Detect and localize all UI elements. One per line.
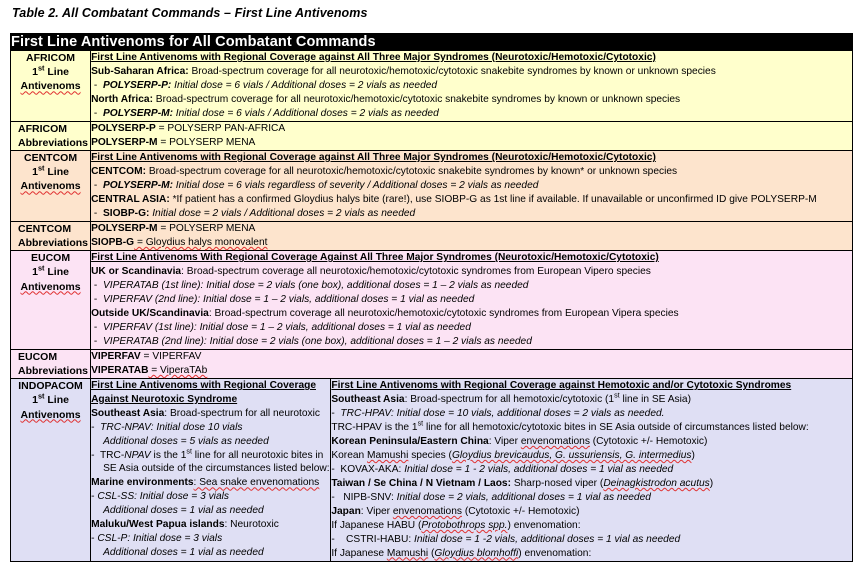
- centcom-drug-1: POLYSERP-M:: [102, 180, 173, 192]
- table-caption: [12, 6, 368, 20]
- africom-abbrev-cell: [91, 121, 853, 150]
- africom-abbrev-def-1: = POLYSERP PAN-AFRICA: [155, 122, 286, 134]
- antivenom-table: [10, 33, 853, 562]
- centcom-abbrev-2: [91, 236, 852, 249]
- eucom-abbrev-term-2: VIPERATAB: [91, 364, 149, 376]
- eucom-abbrev-label-line-1: EUCOM: [18, 350, 58, 363]
- eucom-text-1: : Broad-spectrum coverage all neurotoxic/hemotoxic/cytotoxic syndromes from European Vipero species: [181, 266, 651, 278]
- africom-abbrev-label-line-1: AFRICOM: [18, 122, 67, 135]
- centcom-line-2: - POLYSERP-M: Initial dose = 6 vials regardless of severity / Additional doses = 2 vials as needed: [91, 180, 539, 192]
- centcom-line-1: [91, 165, 852, 178]
- indopacom-neurotoxic-cell: [91, 379, 331, 561]
- indo-left-dose-3: CSL-P: Initial dose = 3 vials: [97, 533, 223, 545]
- eucom-dose-1: Initial dose = 2 vials (one box), additional doses = 1 – 2 vials as needed: [203, 280, 529, 292]
- africom-abbrev-def-2: = POLYSERP MENA: [157, 136, 256, 148]
- centcom-label-line-2: 1st Line: [32, 163, 69, 179]
- table-title: First Line Antivenoms for All Combatant Commands: [11, 34, 853, 51]
- indo-right-dose-1: TRC-HPAV: Initial dose = 10 vials, additional doses = 2 vials as needed.: [340, 408, 665, 420]
- centcom-abbrev-term-1: POLYSERP-M: [91, 222, 158, 234]
- indo-left-text-2: : Sea snake envenomations: [193, 477, 320, 489]
- africom-heading: First Line Antivenoms with Regional Coverage against All Three Major Syndromes (Neurotoxic/Hemotoxic/Cytotoxic): [91, 52, 656, 63]
- centcom-row: [11, 151, 853, 222]
- centcom-abbrev-def-2: = Gloydius halys monovalent: [134, 236, 268, 248]
- eucom-drug-1: VIPERATAB (1st line):: [102, 280, 204, 292]
- africom-drug-2: POLYSERP-M:: [102, 107, 173, 119]
- indo-left-line-10: - CSL-P: Initial dose = 3 vials: [91, 533, 223, 545]
- indo-left-dose-2: CSL-SS: Initial dose = 3 vials: [97, 491, 229, 503]
- centcom-dose-1: Initial dose = 6 vials regardless of severity / Additional doses = 2 vials as needed: [172, 180, 539, 192]
- indo-left-line-8: Additional doses = 1 vial as needed: [103, 505, 264, 517]
- indo-left-line-5: SE Asia outside of the circumstances listed below:: [103, 463, 330, 475]
- indo-right-region-3: Taiwan / Se China / N Vietnam / Laos:: [331, 477, 511, 489]
- eucom-dose-2: Initial dose = 1 – 2 vials, additional doses = 1 vial as needed: [200, 294, 475, 306]
- africom-row: [11, 51, 853, 122]
- indo-right-line-10: If Japanese HABU (Protobothrops spp.) envenomation:: [331, 519, 581, 531]
- indo-left-text-3: : Neurotoxic: [224, 519, 279, 531]
- indo-left-region-1: Southeast Asia: [91, 407, 165, 419]
- africom-abbrev-term-2: POLYSERP-M: [91, 136, 158, 148]
- eucom-abbrev-label-line-2: Abbreviations: [18, 365, 89, 378]
- indo-left-line-6: [91, 476, 330, 489]
- centcom-label-cell: [11, 151, 91, 222]
- eucom-region-2: Outside UK/Scandinavia: [91, 308, 209, 320]
- eucom-region-1: UK or Scandinavia: [91, 266, 182, 278]
- indo-left-line-3: Additional doses = 5 vials as needed: [103, 435, 269, 447]
- eucom-dose-3: Initial dose = 1 – 2 vials, additional doses = 1 vial as needed: [196, 321, 471, 333]
- centcom-drug-2: SIOBP-G:: [102, 207, 150, 219]
- indo-right-line-12: If Japanese Mamushi (Gloydius blomhoffi) envenomation:: [331, 547, 592, 559]
- eucom-line-5: - VIPERFAV (1st line): Initial dose = 1 – 2 vials, additional doses = 1 vial as needed: [91, 321, 471, 333]
- indo-right-line-1: Southeast Asia: Broad-spectrum for all hemotoxic/cytotoxic (1st line in SE Asia): [331, 391, 691, 406]
- centcom-region-1: CENTCOM:: [91, 166, 146, 178]
- indo-left-line-9: [91, 518, 330, 531]
- indopacom-hemotoxic-cell: [331, 379, 853, 561]
- indo-right-region-1: Southeast Asia: [331, 394, 405, 406]
- indopacom-left-heading: First Line Antivenoms with Regional Coverage Against Neurotoxic Syndrome: [91, 380, 316, 405]
- africom-abbrev-term-1: POLYSERP-P: [91, 122, 156, 134]
- africom-label-line-1: AFRICOM: [26, 52, 76, 64]
- centcom-dose-2: Initial dose = 2 vials / Additional doses = 2 vials as needed: [149, 207, 416, 219]
- indopacom-label-line-2: 1st Line: [32, 391, 69, 407]
- centcom-abbrev-1: [91, 222, 852, 235]
- eucom-abbrev-label-cell: [11, 349, 91, 378]
- indo-right-line-4: Korean Peninsula/Eastern China: Viper envenomations (Cytotoxic +/- Hemotoxic): [331, 436, 708, 448]
- indo-left-line-2: - TRC-NPAV: Initial dose 10 vials: [91, 421, 243, 433]
- eucom-line-3: - VIPERFAV (2nd line): Initial dose = 1 – 2 vials, additional doses = 1 vial as needed: [91, 294, 475, 306]
- centcom-text-2: *If patient has a confirmed Gloydius halys bite (rare!), use SIOBP-G as 1st line if available. If unavailable or unconfirmed ID give POLYSERP-M: [169, 193, 817, 205]
- centcom-abbrev-label-line-1: CENTCOM: [18, 222, 72, 235]
- indo-right-line-9: Japan: Viper envenomations (Cytotoxic +/- Hemotoxic): [331, 505, 580, 517]
- africom-label-line-3: Antivenoms: [20, 80, 81, 93]
- centcom-line-3: [91, 193, 852, 206]
- africom-label-line-2: 1st Line: [32, 63, 69, 79]
- centcom-label-line-1: CENTCOM: [23, 152, 78, 165]
- africom-abbrev-label-cell: [11, 121, 91, 150]
- eucom-abbrev-1: [91, 350, 852, 363]
- eucom-text-2: : Broad-spectrum coverage all neurotoxic/hemotoxic/cytotoxic syndromes from European Vipera species: [208, 308, 679, 320]
- indo-left-region-3: Maluku/West Papua islands: [91, 519, 225, 531]
- indo-left-text-1: : Broad-spectrum for all neurotoxic: [164, 407, 321, 419]
- eucom-abbrev-def-2: = ViperaTAb: [148, 364, 208, 376]
- centcom-abbrev-term-2: SIOPB-G: [91, 236, 135, 248]
- centcom-label-line-3: Antivenoms: [20, 180, 81, 193]
- indopacom-label-line-3: Antivenoms: [20, 408, 81, 421]
- indo-right-line-7: Taiwan / Se China / N Vietnam / Laos: Sharp-nosed viper (Deinagkistrodon acutus): [331, 477, 714, 489]
- eucom-abbrev-row: [11, 349, 853, 378]
- eucom-line-6: - VIPERATAB (2nd line): Initial dose = 2 vials (one box), additional doses = 1 – 2 vials as needed: [91, 335, 532, 347]
- eucom-abbrev-2: [91, 364, 852, 377]
- africom-abbrev-1: [91, 122, 852, 135]
- africom-abbrev-label-line-2: Abbreviations: [18, 136, 89, 149]
- centcom-abbrev-label-line-2: Abbreviations: [18, 237, 89, 250]
- africom-line-3: [91, 93, 852, 106]
- indo-right-line-2: - TRC-HPAV: Initial dose = 10 vials, additional doses = 2 vials as needed.: [331, 408, 665, 420]
- indo-right-line-5: Korean Mamushi species (Gloydius brevicaudus, G. ussuriensis, G. intermedius): [331, 450, 695, 461]
- eucom-label-line-3: Antivenoms: [20, 280, 81, 293]
- centcom-abbrev-cell: [91, 221, 853, 250]
- centcom-abbrev-label-cell: [11, 221, 91, 250]
- centcom-abbrev-row: [11, 221, 853, 250]
- africom-content-cell: [91, 51, 853, 122]
- eucom-drug-4: VIPERATAB (2nd line):: [102, 335, 207, 347]
- eucom-heading: First Line Antivenoms With Regional Coverage Against All Three Major Syndromes (Neurotoxic/Hemotoxic/Cytotoxic): [91, 252, 659, 264]
- africom-abbrev-2: [91, 136, 852, 149]
- eucom-line-2: - VIPERATAB (1st line): Initial dose = 2 vials (one box), additional doses = 1 – 2 vials as needed: [91, 280, 529, 292]
- africom-region-2: North Africa:: [91, 93, 153, 105]
- indo-right-line-6: - KOVAX-AKA: Initial dose = 1 - 2 vials, additional doses = 1 vial as needed: [331, 463, 674, 475]
- eucom-abbrev-term-1: VIPERFAV: [91, 350, 141, 362]
- eucom-line-4: [91, 307, 852, 320]
- indo-right-line-3: TRC-HPAV is the 1st line for all hemotoxic/cytotoxic bites in SE Asia outside of circumstances listed below:: [331, 419, 809, 434]
- indopacom-label-cell: [11, 379, 91, 561]
- indo-right-region-2: Korean Peninsula/Eastern China: [331, 436, 489, 448]
- centcom-heading: First Line Antivenoms with Regional Coverage against All Three Major Syndromes (Neurotoxic/Hemotoxic/Cytotoxic): [91, 152, 656, 164]
- africom-abbrev-row: [11, 121, 853, 150]
- africom-line-4: - POLYSERP-M: Initial dose = 6 vials / Additional doses = 2 vials as needed: [91, 107, 439, 119]
- indopacom-right-heading: First Line Antivenoms with Regional Coverage against Hemotoxic and/or Cytotoxic Syndromes: [331, 380, 792, 392]
- africom-text-2: Broad-spectrum coverage for all neurotoxic/hemotoxic/cytotoxic snakebite syndromes by known or unknown species: [152, 93, 681, 105]
- eucom-abbrev-cell: [91, 349, 853, 378]
- indo-right-region-4: Japan: [331, 505, 361, 517]
- africom-drug-1: POLYSERP-P:: [102, 79, 172, 91]
- africom-dose-1: Initial dose = 6 vials / Additional doses = 2 vials as needed: [171, 79, 438, 91]
- centcom-text-1: Broad-spectrum coverage for all neurotoxic/hemotoxic/cytotoxic snakebite syndromes by known* or unknown species: [145, 166, 678, 178]
- eucom-abbrev-def-1: = VIPERFAV: [140, 350, 202, 362]
- indo-right-line-8: - NIPB-SNV: Initial dose = 2 vials, additional doses = 1 vial as needed: [331, 491, 651, 503]
- indo-left-line-7: - CSL-SS: Initial dose = 3 vials: [91, 491, 229, 503]
- africom-line-2: - POLYSERP-P: Initial dose = 6 vials / Additional doses = 2 vials as needed: [91, 79, 438, 91]
- eucom-line-1: [91, 265, 852, 278]
- eucom-label-cell: [11, 251, 91, 350]
- africom-line-1: [91, 65, 852, 78]
- centcom-region-2: CENTRAL ASIA:: [91, 193, 170, 205]
- table-header-row: [11, 34, 853, 51]
- indo-left-region-2: Marine environments: [91, 477, 194, 489]
- africom-dose-2: Initial dose = 6 vials / Additional doses = 2 vials as needed: [172, 107, 439, 119]
- eucom-dose-4: Initial dose = 2 vials (one box), additional doses = 1 – 2 vials as needed: [206, 335, 532, 347]
- centcom-content-cell: [91, 151, 853, 222]
- indo-left-line-11: Additional doses = 1 vial as needed: [103, 547, 264, 559]
- eucom-row: [11, 251, 853, 350]
- africom-label-cell: [11, 51, 91, 122]
- table-caption-text: Table 2. All Combatant Commands – First Line Antivenoms: [12, 6, 368, 20]
- indo-left-line-4: - TRC-NPAV is the 1st line for all neurotoxic bites in: [91, 447, 324, 461]
- indo-right-line-11: - CSTRI-HABU: Initial dose = 1 -2 vials, additional doses = 1 vial as needed: [331, 533, 681, 545]
- africom-region-1: Sub-Saharan Africa:: [91, 65, 189, 77]
- indopacom-label-line-1: INDOPACOM: [18, 380, 83, 393]
- eucom-drug-3: VIPERFAV (1st line):: [102, 321, 197, 333]
- indo-left-line-1: [91, 407, 330, 420]
- centcom-line-4: - SIOBP-G: Initial dose = 2 vials / Additional doses = 2 vials as needed: [91, 207, 416, 219]
- eucom-drug-2: VIPERFAV (2nd line):: [102, 294, 201, 306]
- eucom-label-line-1: EUCOM: [30, 252, 71, 265]
- indopacom-row: [11, 379, 853, 561]
- indo-left-dose-1: TRC-NPAV: Initial dose 10 vials: [100, 421, 243, 433]
- eucom-label-line-2: 1st Line: [32, 263, 69, 279]
- africom-text-1: Broad-spectrum coverage for all neurotoxic/hemotoxic/cytotoxic snakebite syndromes by known or unknown species: [188, 65, 716, 77]
- centcom-abbrev-def-1: = POLYSERP MENA: [157, 222, 256, 234]
- eucom-content-cell: [91, 251, 853, 350]
